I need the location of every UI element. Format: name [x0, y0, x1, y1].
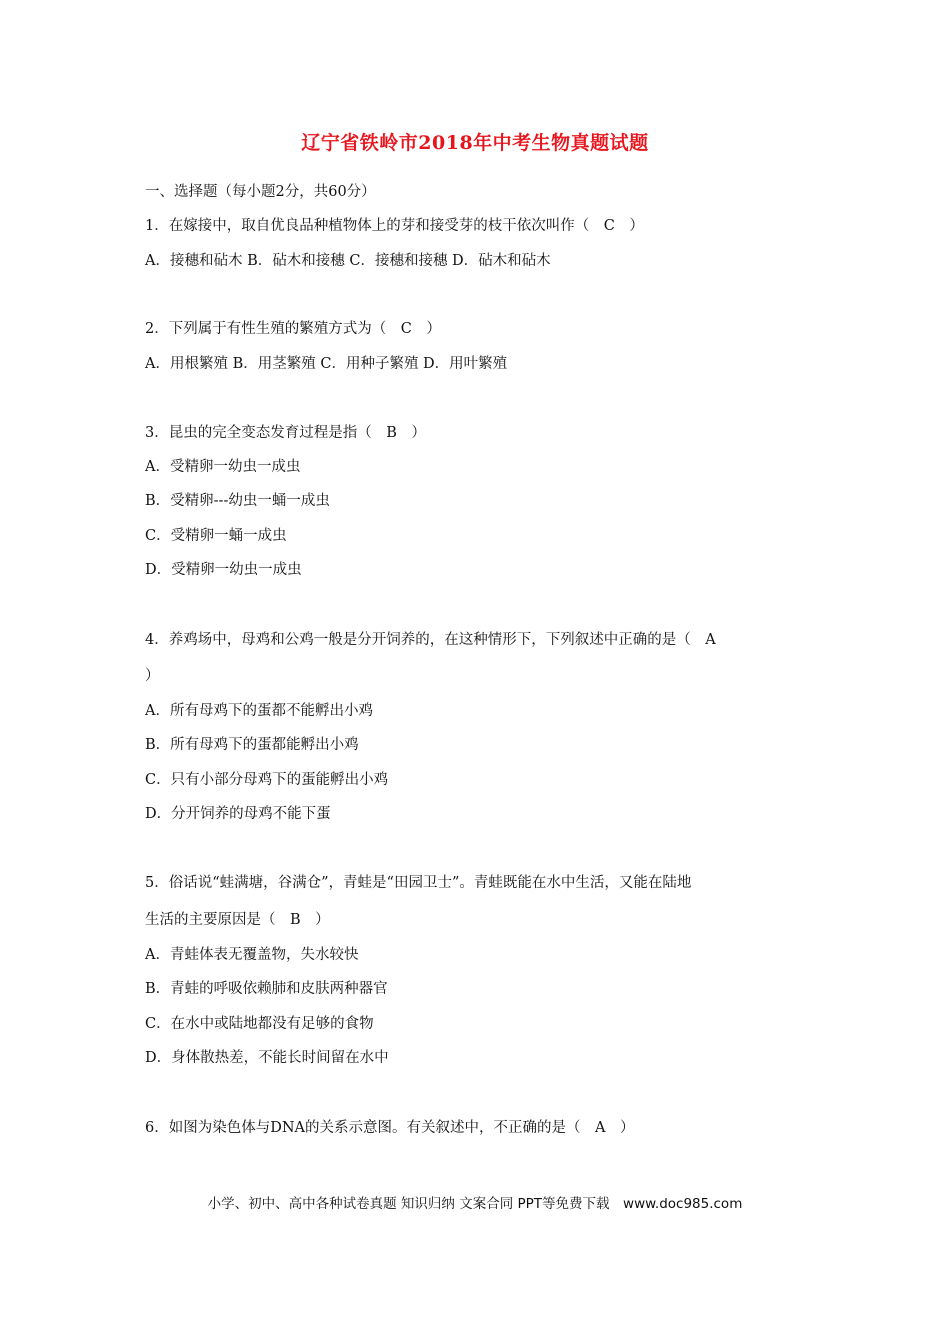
question-4-option-c: C．只有小部分母鸡下的蛋能孵出小鸡 [145, 772, 389, 788]
question-3-option-b: B．受精卵---幼虫一蛹一成虫 [145, 493, 330, 509]
document-title: 辽宁省铁岭市2018年中考生物真题试题 [301, 132, 649, 154]
question-5-stem-line2: 生活的主要原因是（ B ） [145, 912, 330, 928]
question-4-stem-line1: 4．养鸡场中，母鸡和公鸡一般是分开饲养的，在这种情形下，下列叙述中正确的是（ A [145, 632, 716, 648]
question-5-option-a: A．青蛙体表无覆盖物，失水较快 [145, 947, 359, 963]
question-5-stem-line1: 5．俗话说“蛙满塘，谷满仓”，青蛙是“田园卫士”。青蛙既能在水中生活，又能在陆地 [145, 875, 692, 891]
question-5-option-b: B．青蛙的呼吸依赖肺和皮肤两种器官 [145, 981, 388, 997]
section-heading: 一、选择题（每小题2分，共60分） [145, 184, 376, 200]
question-1-stem: 1．在嫁接中，取自优良品种植物体上的芽和接受芽的枝干依次叫作（ C ） [145, 218, 644, 234]
page-footer: 小学、初中、高中各种试卷真题 知识归纳 文案合同 PPT等免费下载 www.doc985.com [207, 1196, 743, 1212]
question-3-option-d: D．受精卵一幼虫一成虫 [145, 562, 302, 578]
question-2-options: A．用根繁殖 B．用茎繁殖 C．用种子繁殖 D．用叶繁殖 [145, 356, 508, 372]
question-6-stem: 6．如图为染色体与DNA的关系示意图。有关叙述中，不正确的是（ A ） [145, 1120, 635, 1136]
question-3-option-c: C．受精卵一蛹一成虫 [145, 528, 287, 544]
question-4-stem-line2: ） [145, 668, 160, 684]
question-5-option-c: C．在水中或陆地都没有足够的食物 [145, 1016, 374, 1032]
question-3-option-a: A．受精卵一幼虫一成虫 [145, 459, 301, 475]
question-1-options: A．接穗和砧木 B．砧木和接穗 C．接穗和接穗 D．砧木和砧木 [145, 253, 551, 269]
question-2-stem: 2．下列属于有性生殖的繁殖方式为（ C ） [145, 321, 441, 337]
question-4-option-d: D．分开饲养的母鸡不能下蛋 [145, 806, 331, 822]
question-4-option-b: B．所有母鸡下的蛋都能孵出小鸡 [145, 737, 359, 753]
question-4-option-a: A．所有母鸡下的蛋都不能孵出小鸡 [145, 703, 373, 719]
question-3-stem: 3．昆虫的完全变态发育过程是指（ B ） [145, 425, 426, 441]
question-5-option-d: D．身体散热差，不能长时间留在水中 [145, 1050, 389, 1066]
